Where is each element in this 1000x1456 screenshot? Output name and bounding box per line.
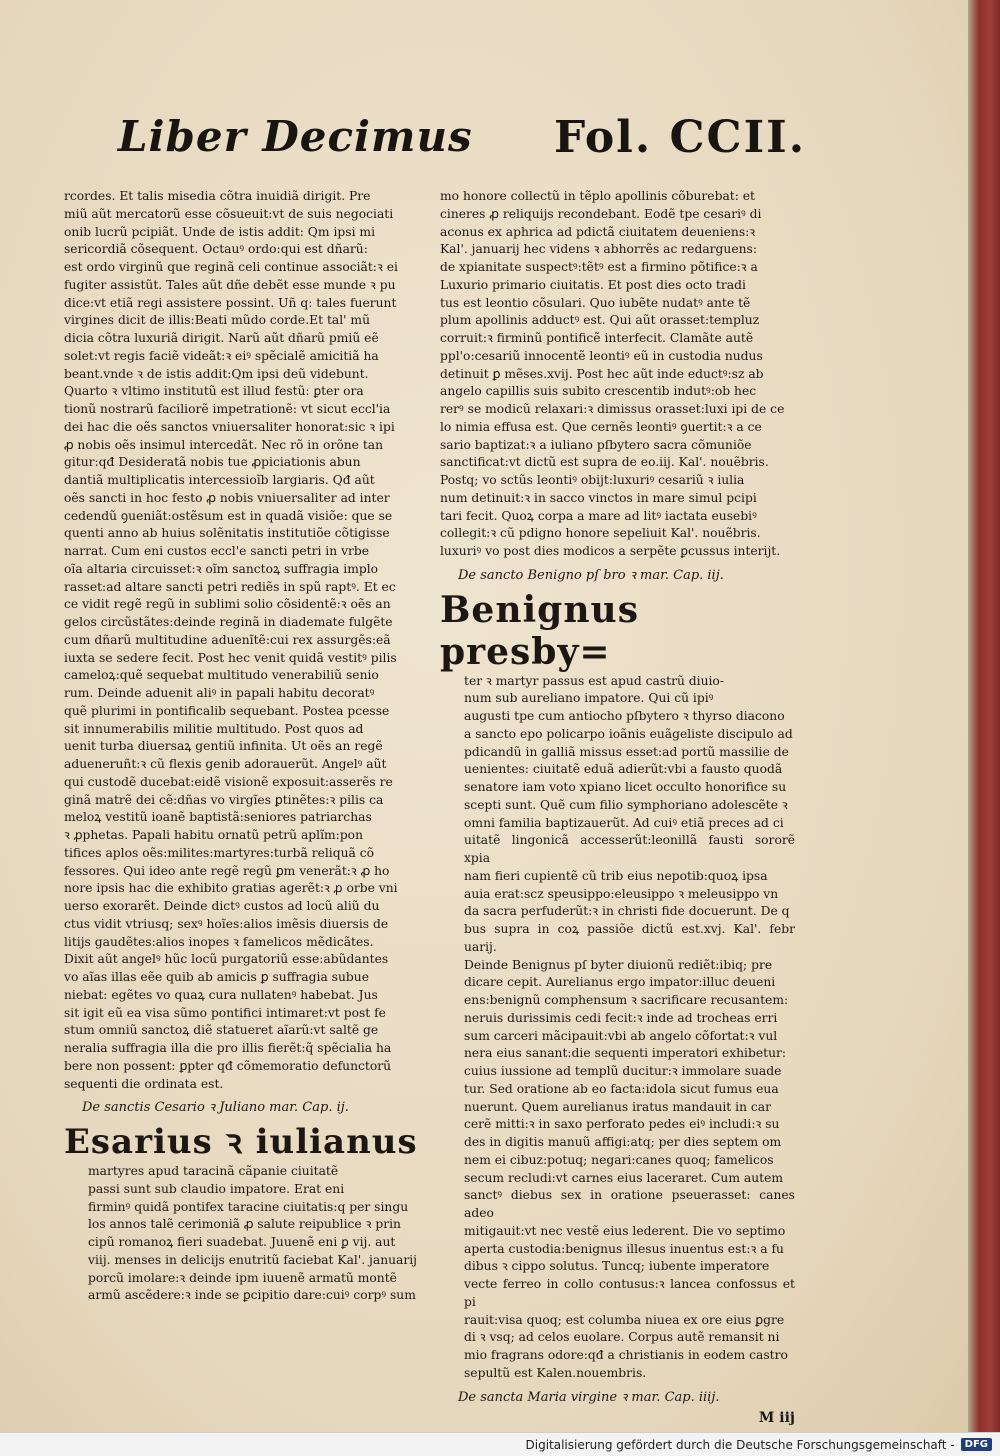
folio-number: Fol. CCII.	[554, 112, 807, 163]
footer-bar	[0, 1432, 1000, 1456]
left-column	[64, 188, 436, 1305]
chapter-opening-cesarius: Esarius ꝛ iulianus	[64, 1122, 418, 1162]
chapter-rubric-cesarius: De sanctis Cesario ꝛ Juliano mar. Cap. ij.	[82, 1100, 349, 1116]
footer-credit: Digitalisierung gefördert durch die Deutsche Forschungsgemeinschaft -	[525, 1437, 955, 1452]
signature-mark: M iij	[758, 1410, 795, 1427]
chapter-opening-benignus: Benignus presby=	[440, 588, 639, 673]
chapter-rubric-benignus: De sancto Benigno pſ bro ꝛ mar. Cap. iij.	[458, 567, 724, 583]
left-text-block-2: martyres apud taracinã cãpanie ciuitatẽ passi sunt sub claudio impatore. Erat eni firminꝰ quidã pontifex taracine ciuitatis:q per singu los annos talẽ cerimoniã ꝓ salute reipublice ꝛ prin cipũ romanoꝝ fieri suadebat. Juuenẽ eni ꝑ vij. aut viij. menses in delicijs enutritũ faciebat Kal'. januarij porcũ imolare:ꝛ deinde ipm iuuenẽ armatũ montẽ armũ ascẽdere:ꝛ inde se ꝑcipitio dare:cuiꝰ corpꝰ sum	[88, 1164, 417, 1303]
right-column	[440, 188, 795, 1428]
chapter-rubric-maria: De sancta Maria virgine ꝛ mar. Cap. iiij.	[458, 1389, 720, 1405]
left-text-block-1: rcordes. Et talis misedia cõtra inuidiã dirigit. Pre miũ aũt mercatorũ esse cõsueuit:vt de suis negociati onib lucrũ pcipiãt. Unde de istis addit: Qm ipsi mi sericordiã cõsequent. Octauꝰ ordo:qui est dñarũ: est ordo virginũ que reginã celi continue associãt:ꝛ ei fugiter assistũt. Tales aũt dñe debẽt esse munde ꝛ pu dice:vt etiã regi assistere possint. Uñ q: tales fuerunt virgines dicit de illis:Beati mũdo corde.Et tal' mũ dicia cõtra luxuriã dirigit. Narũ aũt dñarũ pmiũ eẽ solet:vt regis faciẽ videãt:ꝛ eiꝰ spẽcialẽ amicitiã ha beant.vnde ꝛ de istis addit:Qm ipsi deũ videbunt. Quarto ꝛ vltimo institutũ est illud festũ: ꝑter ora tionũ nostrarũ faciliorẽ impetrationẽ: vt sicut eccl'ia dei hac die oẽs sanctos vniuersaliter honorat:sic ꝛ ipi ꝓ nobis oẽs insimul intercedãt. Nec rõ in orõne tan gitur:qđ Desideratã nobis tue ꝓpiciationis abun dantiã multiplicatis intercessioĩb largiaris. Qđ aũt oẽs sancti in hoc festo ꝓ nobis vniuersaliter ad inter cedendũ ꝯueniãt:ostẽsum est in quadã visiõe: que se quenti anno ab huius solẽnitatis institutiõe cõtigisse narrat. Cum eni custos eccl'e sancti petri in vrbe oĩa altaria circuisset:ꝛ oĩm sanctoꝝ suffragia implo rasset:ad altare sancti petri rediẽs in spũ raptꝰ. Et ec ce vidit regẽ regũ in sublimi solio cõsidentẽ:ꝛ oẽs an gelos circũstãtes:deinde reginã in diademate fulgẽte cum dñarũ multitudine aduenĩtẽ:cui rex assurgẽs:eã iuxta se sedere fecit. Post hec venit quidã vestitꝰ pilis cameloꝝ:quẽ sequebat multitudo venerabiliũ senio rum. Deinde aduenit aliꝰ in papali habitu decoratꝰ quẽ plurimi in pontificalib sequebant. Postea pcesse sit innumerabilis militie multitudo. Post quos ad uenit turba diuersaꝝ gentiũ infinita. Ut oẽs an regẽ adueneruñt:ꝛ cũ flexis genib adorauerũt. Angelꝰ aũt qui custodẽ ducebat:eidẽ visionẽ exposuit:asserẽs re ginã matrẽ dei cẽ:dñas vo virgĩes ꝑtinẽtes:ꝛ pilis ca meloꝝ vestitũ ioanẽ baptistã:seniores patriarchas ꝛ ꝓphetas. Papali habitu ornatũ petrũ aplĩm:pon tifices aplos oẽs:milites:martyres:turbã reliquã cõ fessores. Qui ideo ante regẽ regũ ꝑm venerãt:ꝛ ꝓ ho nore ipsis hac die exhibito gratias agerẽt:ꝛ ꝓ orbe vni uerso exorarẽt. Deinde dictꝰ custos ad locũ aliũ du ctus vidit vtriusq; sexꝰ hoĩes:alios imẽsis diuersis de litijs gaudẽtes:alios inopes ꝛ famelicos mẽdicãtes. Dixit aũt angelꝰ hũc locũ purgatoriũ esse:abũdantes vo aĩas illas eẽe quib ab amicis ꝑ suffragia subue niebat: egẽtes vo quaꝝ cura nullatenꝰ habebat. Jus sit igit eũ ea visa sũmo pontifici intimaret:vt post fe stum omniũ sanctoꝝ diẽ statueret aĩarũ:vt saltẽ ge neralia suffragia illa die pro illis fierẽt:q̃ spẽcialia ha bere non possent: ꝑpter qđ cõmemoratio defunctorũ sequenti die ordinata est.	[64, 189, 398, 1091]
right-text-block-2: ter ꝛ martyr passus est apud castrũ diuio- num sub aureliano impatore. Qui cũ ipiꝰ augusti tpe cum antiocho pſbytero ꝛ thyrso diacono a sancto epo policarpo ioãnis euãgeliste discipulo ad pdicandũ in galliã missus esset:ad portũ massilie de uenientes: ciuitatẽ eduã adierũt:vbi a fausto quodã senatore iam voto xpiano licet occulto honorifice su scepti sunt. Quẽ cum filio symphoriano adolescẽte ꝛ omni familia baptizauerũt. Ad cuiꝰ etiã preces ad ci uitatẽ lingonicã accesserũt:leonillã fausti sororẽ xpia nam fieri cupientẽ cũ trib eius nepotib:quoꝝ ipsa auia erat:scz speusippo:eleusippo ꝛ meleusippo vn da sacra perfuderũt:ꝛ in christi fide docuerunt. De q bus supra in coꝝ passiõe dictũ est.xvj. Kal'. febr uarij. Deinde Benignus pſ byter diuionũ rediẽt:ibiq; pre dicare cepit. Aurelianus ergo impator:illuc deueni ens:benignũ comphensum ꝛ sacrificare recusantem: neruis durissimis cedi fecit:ꝛ inde ad trocheas erri sum carceri mãcipauit:vbi ab angelo cõfortat:ꝛ vul nera eius sanant:die sequenti imperatori exhibetur: cuius iussione ad templũ ducitur:ꝛ immolare suade tur. Sed oratione ab eo facta:idola sicut fumus eua nuerunt. Quem aurelianus iratus mandauit in car cerẽ mitti:ꝛ in saxo perforato pedes eiꝰ includi:ꝛ su des in digitis manuũ affigi:atq; per dies septem om nem ei cibuz:potuq; negari:canes quoq; famelicos secum recludi:vt carnes eius laceraret. Cum autem sanctꝰ diebus sex in oratione pseuerasset: canes adeo mitigauit:vt nec vestẽ eius lederent. Die vo septimo aperta custodia:benignus illesus inuentus est:ꝛ a fu dibus ꝛ cippo solutus. Tuncq; iubente imperatore vecte ferreo in collo contusus:ꝛ lancea confossus et pi rauit:visa quoq; est columba niuea ex ore eius ꝑgre di ꝛ vsq; ad celos euolare. Corpus autẽ remansit ni mio fragrans odore:qđ a christianis in eodem castro sepultũ est Kalen.nouembris.	[464, 673, 795, 1380]
book-edge	[968, 0, 1000, 1432]
running-head-left: Liber Decimus	[118, 112, 473, 161]
dfg-logo-icon: DFG	[961, 1438, 992, 1451]
right-text-block-1: mo honore collectũ in tẽplo apollinis cõburebat: et cineres ꝓ reliquijs recondebant. Eodẽ tpe cesariꝰ di aconus ex aphrica ad pdictã ciuitatem deueniens:ꝛ Kal'. januarij hec videns ꝛ abhorrẽs ac redarguens: de xpianitate suspectꝰ:tẽtꝰ est a firmino põtifice:ꝛ a Luxurio primario ciuitatis. Et post dies octo tradi tus est leontio cõsulari. Quo iubẽte nudatꝰ ante tẽ plum apollinis adductꝰ est. Qui aũt orasset:templuz corruit:ꝛ firminũ pontificẽ interfecit. Clamãte autẽ ppl'o:cesariũ innocentẽ leontiꝰ eũ in custodia nudus detinuit ꝑ mẽses.xvij. Post hec aũt inde eductꝰ:sz ab angelo capillis suis subito crescentib indutꝰ:ob hec rerꝰ se modicũ relaxari:ꝛ dimissus orasset:luxi ipi de ce lo nimia effusa est. Que cernẽs leontiꝰ ꝯuertit:ꝛ a ce sario baptizat:ꝛ a iuliano pſbytero sacra cõmuniõe sanctificat:vt dictũ est supra de eo.iij. Kal'. nouẽbris. Postq; vo sctũs leontiꝰ obijt:luxuriꝰ cesariũ ꝛ iulia num detinuit:ꝛ in sacco vinctos in mare simul pcipi tari fecit. Quoꝝ corpa a mare ad litꝰ iactata eusebiꝰ collegit:ꝛ cũ pdigno honore sepeliuit Kal'. nouẽbris. luxuriꝰ vo post dies modicos a serpẽte ꝑcussus interijt.	[440, 189, 785, 558]
